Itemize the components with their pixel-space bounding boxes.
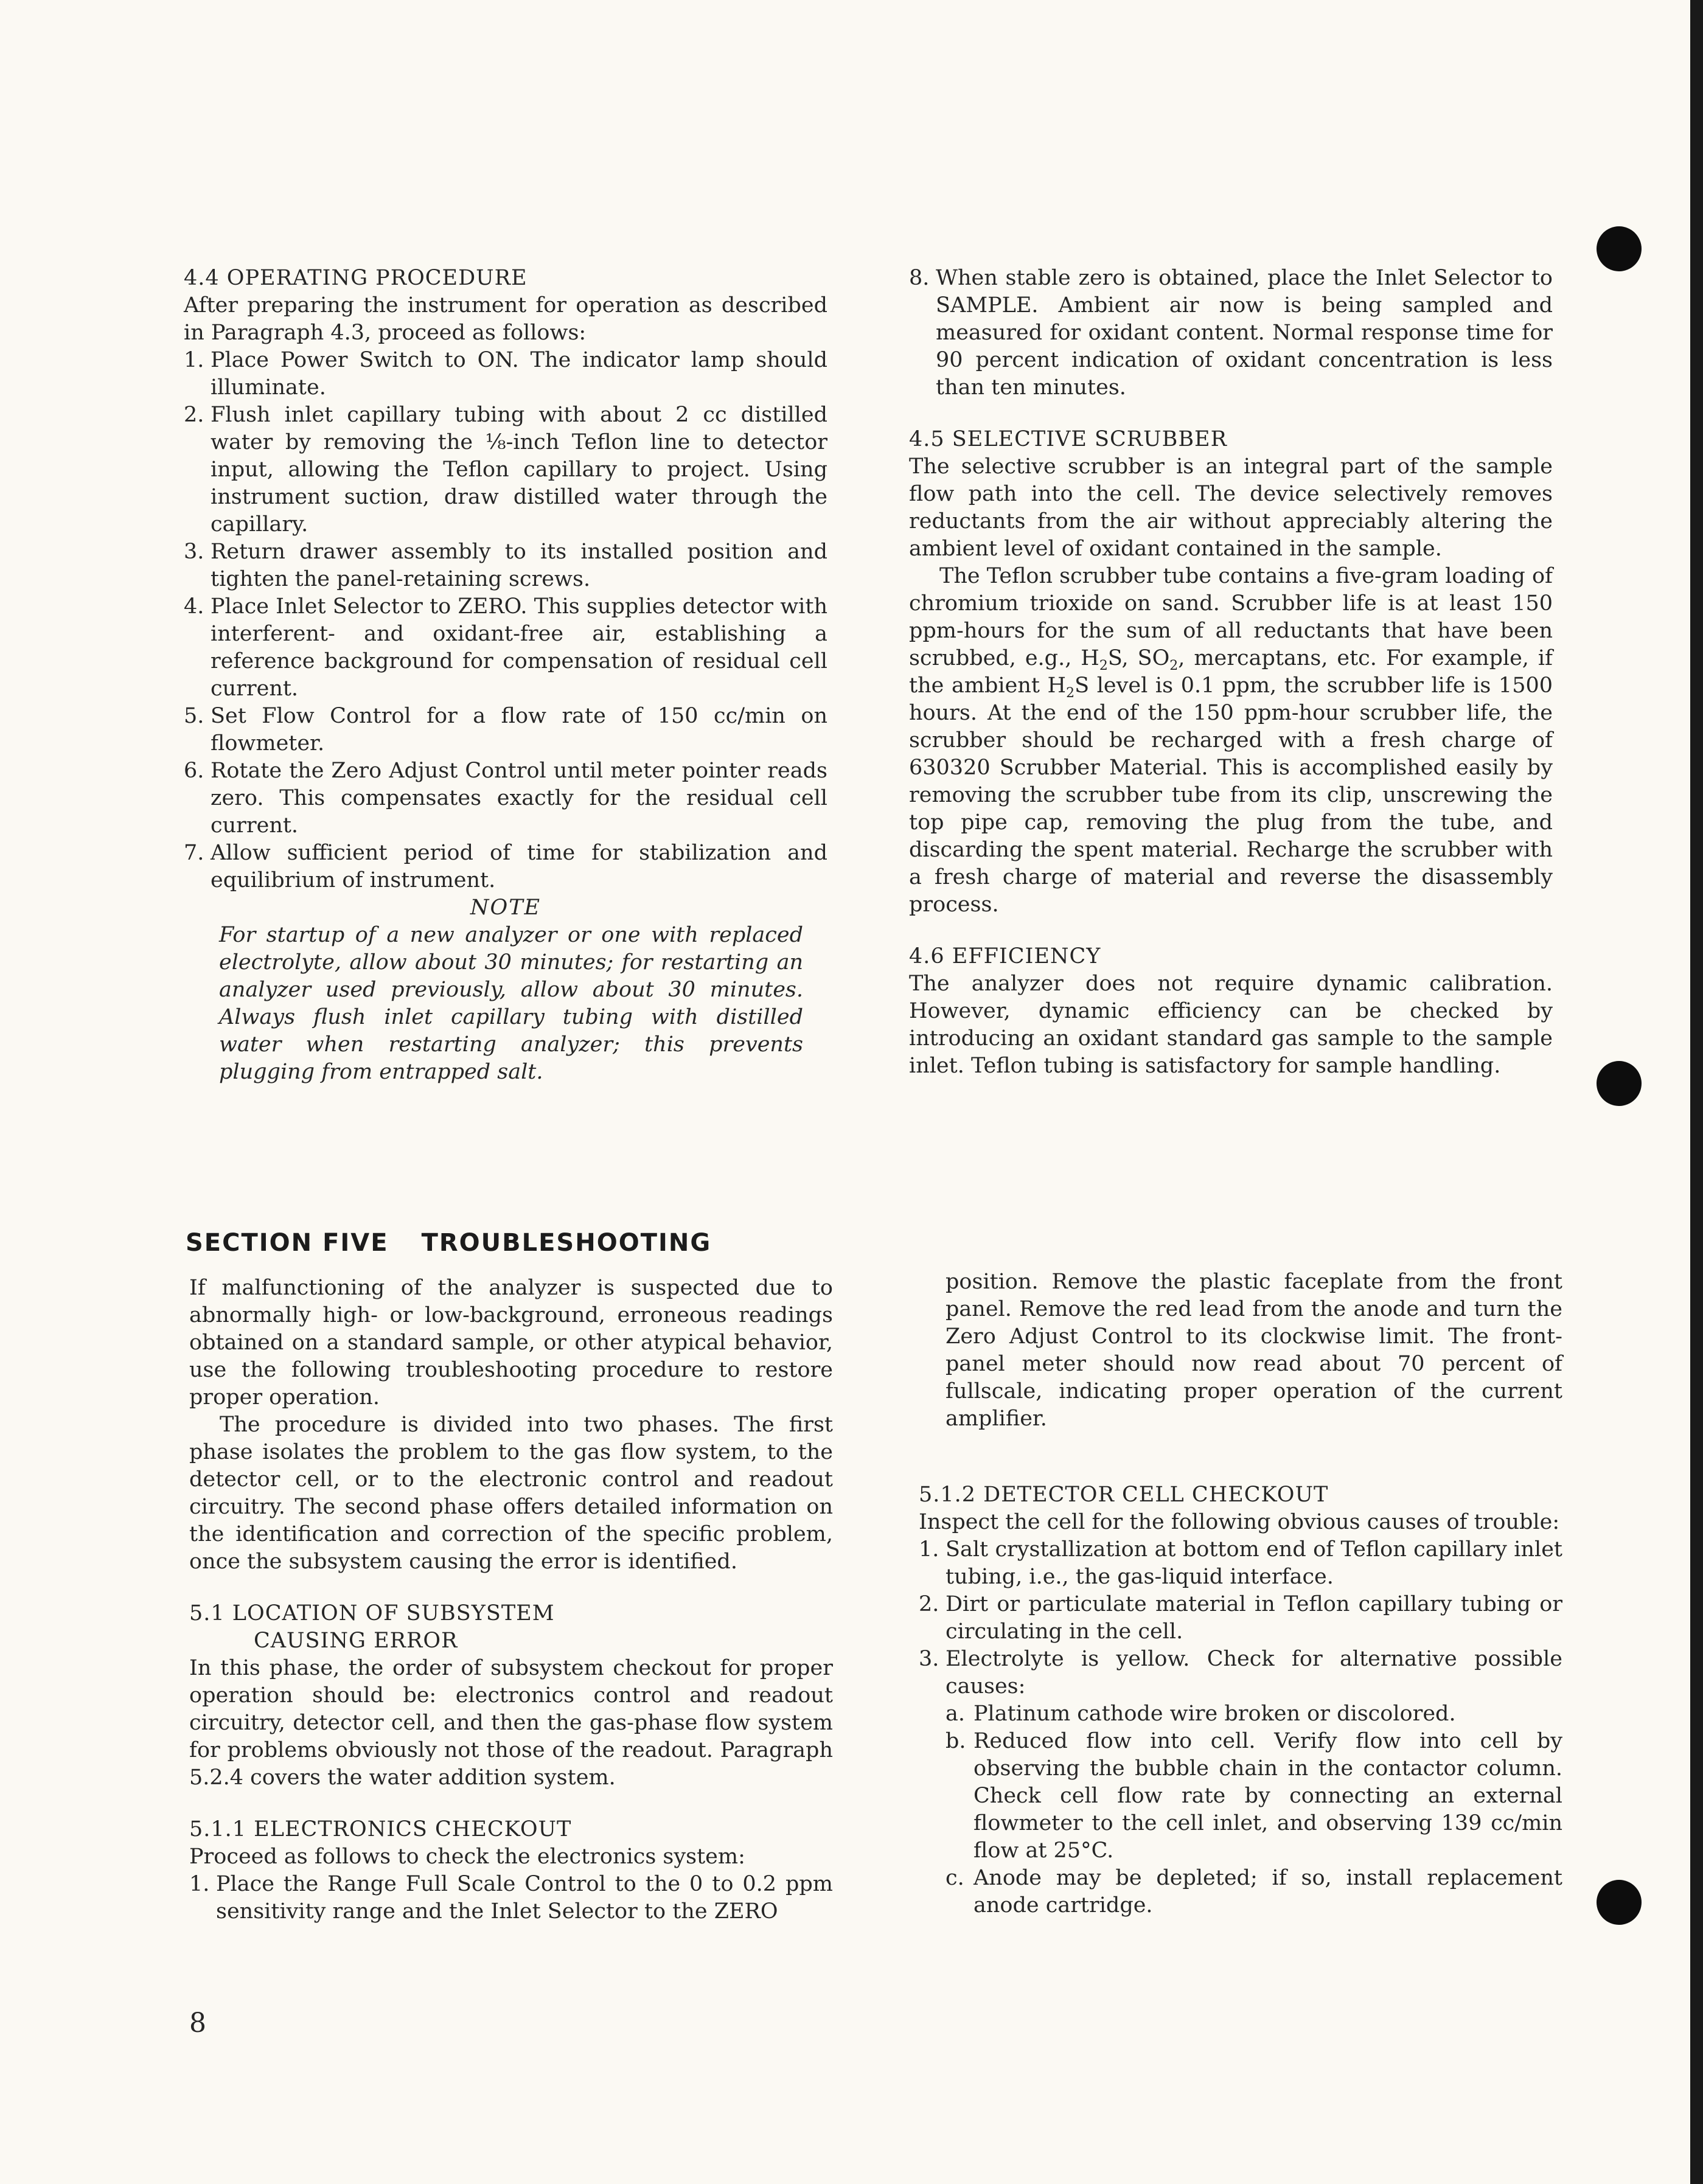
binder-hole-middle bbox=[1597, 1061, 1642, 1106]
section-5-1-para: In this phase, the order of subsystem checkout for proper operation should be: electronics control and readout circuitry, detector cell, and then the gas-phase flow system for problems obviously not those of the readout. Paragraph 5.2.4 covers the water addition system. bbox=[189, 1656, 833, 1790]
operating-step: 4. Place Inlet Selector to ZERO. This supplies detector with interferent- and oxidant-free air, establishing a reference background for compensation of residual cell current. bbox=[184, 594, 827, 701]
note-body: For startup of a new analyzer or one with replaced electrolyte, allow about 30 minutes; for restarting an analyzer used previously, allow about 30 minutes. Always flush inlet capillary tubing with distilled water when restarting analyzer; this prevents plugging from entrapped salt. bbox=[219, 923, 803, 1084]
electronics-checkout-list bbox=[189, 1871, 833, 1925]
section-five-number: SECTION FIVE bbox=[186, 1229, 389, 1257]
page-number: 8 bbox=[189, 2008, 206, 2039]
section-five-title: TROUBLESHOOTING bbox=[421, 1229, 712, 1257]
cell-checkout-subitem: b. Reduced flow into cell. Verify flow into cell by observing the bubble chain in the contactor column. Check cell flow rate by connecting an external flowmeter to the cell inlet, and observing 139 cc/min flow at 25°C. bbox=[946, 1729, 1562, 1863]
cell-checkout-subitem: c. Anode may be depleted; if so, install replacement anode cartridge. bbox=[946, 1866, 1562, 1918]
section-4-5-heading: 4.5 SELECTIVE SCRUBBER bbox=[909, 427, 1227, 451]
cell-checkout-subitem: a. Platinum cathode wire broken or discolored. bbox=[946, 1702, 1456, 1726]
cell-checkout-sublist bbox=[919, 1700, 1562, 1919]
section-five-para-2: The procedure is divided into two phases. The first phase isolates the problem to the gas flow system, to the detector cell, or to the electronic control and readout circuitry. The second phase offers detailed information on the identification and correction of the specific problem, once the subsystem causing the error is identified. bbox=[189, 1413, 833, 1574]
section-4-5-para-1: The selective scrubber is an integral part of the sample flow path into the cell. The device selectively removes reductants from the air without appreciably altering the ambient level of oxidant contained in the sample. bbox=[909, 454, 1553, 561]
section-5-1-2-intro: Inspect the cell for the following obvious causes of trouble: bbox=[919, 1510, 1560, 1534]
section-4-5-para-2: The Teflon scrubber tube contains a five-gram loading of chromium trioxide on sand. Scrubber life is at least 150 ppm-hours for the sum of all reductants that have been scrubbed, e.g., $H_2S$, $SO_2$, mercaptans, etc. For example, if the ambient $H_2S$ level is 0.1 ppm, the scrubber life is 1500 hours. At the end of the 150 ppm-hour scrubber life, the scrubber should be recharged with a fresh charge of 630320 Scrubber Material. This is accomplished easily by removing the scrubber tube from its clip, unscrewing the top pipe cap, removing the plug from the tube, and discarding the spent material. Recharge the scrubber with a fresh charge of material and reverse the disassembly process. bbox=[909, 564, 1553, 917]
electronics-step-continued: position. Remove the plastic faceplate from the front panel. Remove the red lead from the anode and turn the Zero Adjust Control to its clockwise limit. The front-panel meter should now read about 70 percent of fullscale, indicating proper operation of the current amplifier. bbox=[946, 1270, 1562, 1431]
section-4-6-heading: 4.6 EFFICIENCY bbox=[909, 944, 1101, 969]
operating-step: 1. Place Power Switch to ON. The indicator lamp should illuminate. bbox=[184, 348, 827, 400]
upper-right-column bbox=[909, 265, 1553, 1080]
operating-step: 3. Return drawer assembly to its installed position and tighten the panel-retaining screws. bbox=[184, 540, 827, 591]
section-4-4-heading: 4.4 OPERATING PROCEDURE bbox=[184, 266, 528, 290]
lower-right-column bbox=[919, 1268, 1562, 1919]
section-5-1-1-heading: 5.1.1 ELECTRONICS CHECKOUT bbox=[189, 1817, 572, 1841]
operating-step: 2. Flush inlet capillary tubing with about 2 cc distilled water by removing the ⅛-inch Teflon line to detector input, allowing the Teflon capillary to project. Using instrument suction, draw distilled water through the capillary. bbox=[184, 403, 827, 537]
section-4-4-intro: After preparing the instrument for operation as described in Paragraph 4.3, proceed as follows: bbox=[184, 293, 827, 345]
cell-checkout-list bbox=[919, 1536, 1562, 1700]
section-five-heading bbox=[186, 1229, 711, 1257]
section-five-para-1: If malfunctioning of the analyzer is suspected due to abnormally high- or low-background, erroneous readings obtained on a standard sample, or other atypical behavior, use the following troubleshooting procedure to restore proper operation. bbox=[189, 1276, 833, 1410]
section-5-1-1-intro: Proceed as follows to check the electronics system: bbox=[189, 1845, 745, 1869]
binder-hole-top bbox=[1597, 226, 1642, 271]
section-4-4 bbox=[184, 265, 827, 1086]
section-5-1-heading: 5.1 LOCATION OF SUBSYSTEM CAUSING ERROR bbox=[189, 1601, 555, 1653]
operating-steps-list-cont bbox=[909, 265, 1553, 402]
electronics-step: 1. Place the Range Full Scale Control to the 0 to 0.2 ppm sensitivity range and the Inlet Selector to the ZERO bbox=[189, 1872, 833, 1924]
operating-step: 5. Set Flow Control for a flow rate of 150 cc/min on flowmeter. bbox=[184, 704, 827, 756]
operating-step: 7. Allow sufficient period of time for stabilization and equilibrium of instrument. bbox=[184, 841, 827, 892]
operating-steps-list bbox=[184, 347, 827, 894]
cell-checkout-item: 2. Dirt or particulate material in Teflon capillary tubing or circulating in the cell. bbox=[919, 1592, 1562, 1644]
section-4-6-para: The analyzer does not require dynamic calibration. However, dynamic efficiency can be checked by introducing an oxidant standard gas sample to the sample inlet. Teflon tubing is satisfactory for sample handling. bbox=[909, 972, 1553, 1078]
operating-step: 8. When stable zero is obtained, place the Inlet Selector to SAMPLE. Ambient air now is being sampled and measured for oxidant content. Normal response time for 90 percent indication of oxidant concentration is less than ten minutes. bbox=[909, 266, 1553, 400]
lower-left-column bbox=[189, 1275, 833, 1925]
note-heading: NOTE bbox=[470, 896, 542, 920]
binder-hole-bottom bbox=[1597, 1880, 1642, 1925]
cell-checkout-item: 3. Electrolyte is yellow. Check for alternative possible causes: bbox=[919, 1647, 1562, 1699]
operating-step: 6. Rotate the Zero Adjust Control until meter pointer reads zero. This compensates exactly for the residual cell current. bbox=[184, 759, 827, 838]
cell-checkout-item: 1. Salt crystallization at bottom end of Teflon capillary inlet tubing, i.e., the gas-liquid interface. bbox=[919, 1537, 1562, 1589]
section-5-1-2-heading: 5.1.2 DETECTOR CELL CHECKOUT bbox=[919, 1483, 1329, 1507]
